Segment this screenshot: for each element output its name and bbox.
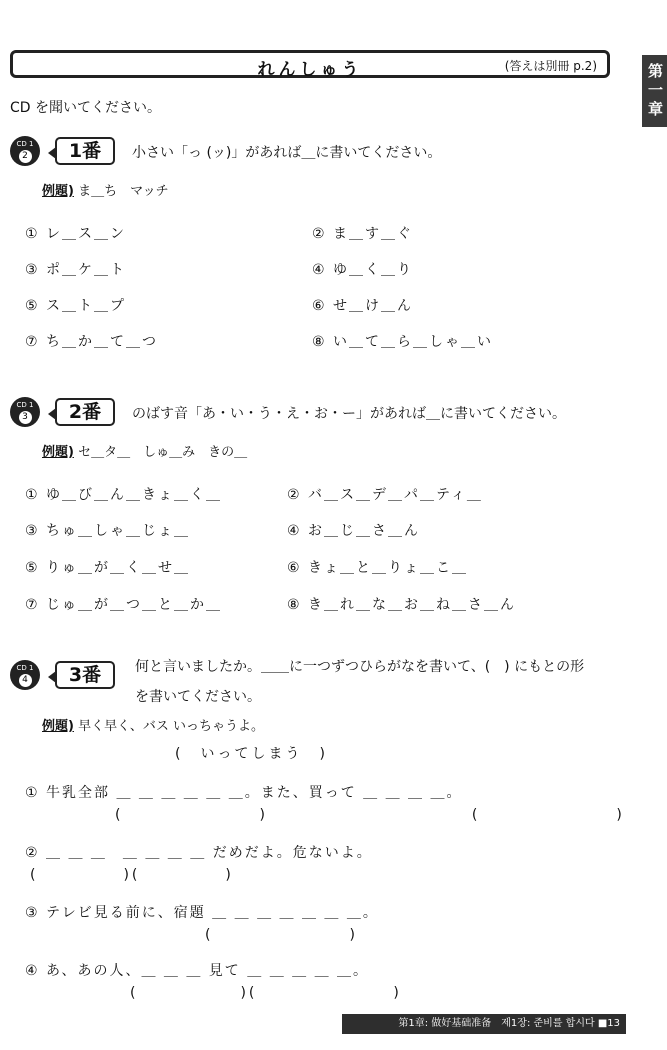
question-number-3: 3番 [55,661,115,689]
q2-item-2: ② バ＿ス＿デ＿パ＿ティ＿ [287,487,483,503]
question-number-2: 2番 [55,398,115,426]
title-box [10,50,610,78]
q2-item-8: ⑧ き＿れ＿な＿お＿ね＿さ＿ん [287,597,517,613]
q2-item-1: ① ゆ＿び＿ん＿きょ＿く＿ [25,487,223,503]
q2-example [42,441,247,460]
q3-example [42,715,264,734]
q1-item-6: ⑥ せ＿け＿ん [312,298,414,314]
q3-item-2: ② ＿ ＿ ＿ ＿ ＿ ＿ ＿ だめだよ。危ないよ。 [25,845,373,861]
q3-item-3: ③ テレビ見る前に、宿題 ＿ ＿ ＿ ＿ ＿ ＿ ＿。 [25,905,379,921]
question-number-1: 1番 [55,137,115,165]
cd-icon: CD 1 3 [10,397,40,427]
q1-item-5: ⑤ ス＿ト＿プ [25,298,127,314]
example-label: 例題) [42,445,74,460]
cd-icon: CD 1 4 [10,660,40,690]
q1-item-4: ④ ゆ＿く＿り [312,262,414,278]
q3-item-4: ④ あ、あの人、＿ ＿ ＿ 見て ＿ ＿ ＿ ＿ ＿。 [25,963,370,979]
q3-item-2-parens: ( )( ) [30,867,234,883]
q2-item-4: ④ お＿じ＿さ＿ん [287,523,421,539]
main-instruction: CD を聞いてください。 [10,100,162,116]
q3-instruction-line2: を書いてください。 [135,689,261,705]
q3-item-1: ① 牛乳全部 ＿ ＿ ＿ ＿ ＿ ＿。また、買って ＿ ＿ ＿ ＿。 [25,785,463,801]
q3-instruction-line1: 何と言いましたか。＿＿に一つずつひらがなを書いて、( ) にもとの形 [135,659,585,675]
example-text: 早く早く、バス いっちゃうよ。 [78,719,264,734]
page-footer: 第1章: 做好基础准备 제1장: 준비를 합시다 ■13 [342,1014,626,1034]
q1-item-1: ① レ＿ス＿ン [25,226,127,242]
q2-item-3: ③ ちゅ＿しゃ＿じょ＿ [25,523,191,539]
q2-item-5: ⑤ りゅ＿が＿く＿せ＿ [25,560,191,576]
example-label: 例題) [42,184,74,199]
q1-item-3: ③ ポ＿ケ＿ト [25,262,127,278]
q3-item-3-parens: ( ) [205,927,358,943]
q3-example-answer: ( いってしまう ) [175,746,328,762]
chapter-tab: 第一章 [642,55,667,127]
q2-item-7: ⑦ じゅ＿が＿つ＿と＿か＿ [25,597,223,613]
q1-item-2: ② ま＿す＿ぐ [312,226,414,242]
q1-example [42,180,169,199]
page-title: れんしゅう [257,60,363,80]
q2-instruction: のばす音「あ・い・う・え・お・ー」があれば＿に書いてください。 [132,406,566,422]
cd-icon: CD 1 2 [10,136,40,166]
q1-item-7: ⑦ ち＿か＿て＿つ [25,334,159,350]
answer-note: (答えは別冊 p.2) [504,59,597,73]
example-text: セ＿タ＿ しゅ＿み きの＿ [78,445,248,460]
q1-item-8: ⑧ い＿て＿ら＿しゃ＿い [312,334,494,350]
example-label: 例題) [42,719,74,734]
q3-item-4-parens: ( )( ) [130,985,402,1001]
q3-item-1-parens: ( ) ( ) [115,807,625,823]
q1-instruction: 小さい「っ (ッ)」があれば＿に書いてください。 [132,145,442,161]
example-text: ま＿ち マッチ [78,184,169,199]
q2-item-6: ⑥ きょ＿と＿りょ＿こ＿ [287,560,469,576]
